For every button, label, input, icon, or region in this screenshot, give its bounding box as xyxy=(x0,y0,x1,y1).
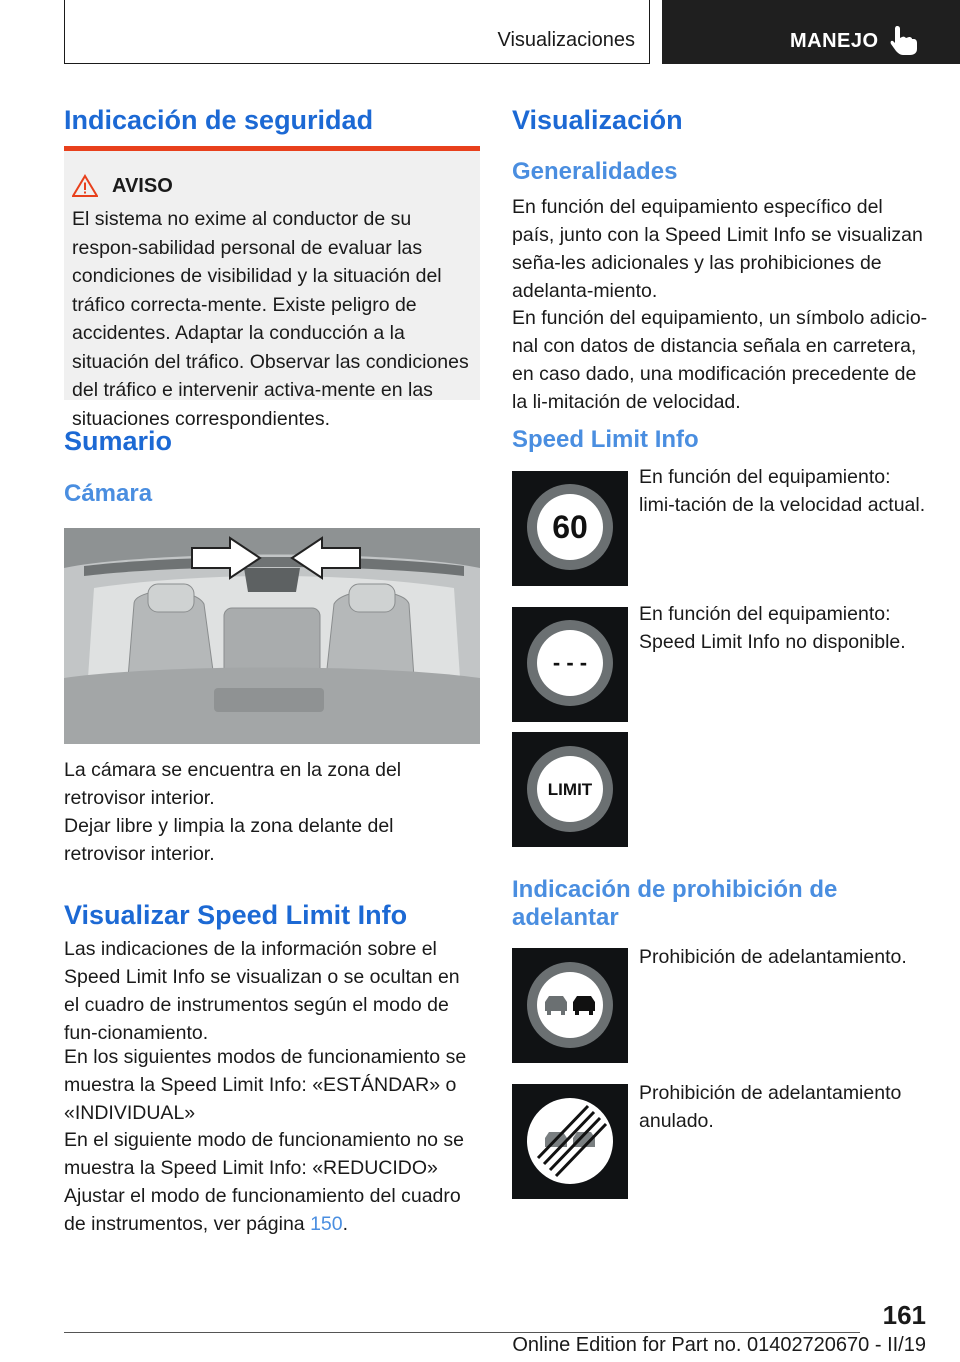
chapter-tab-label: MANEJO xyxy=(790,30,879,52)
sign-caption-2: En función del equipamiento: Speed Limit Info no disponible. xyxy=(639,603,906,653)
overtake-caption-2: Prohibición de adelantamiento anulado. xyxy=(639,1082,902,1132)
header-section-box xyxy=(64,0,650,64)
subheading-camera: Cámara xyxy=(64,480,153,507)
overtake-caption-1: Prohibición de adelantamiento. xyxy=(639,946,907,968)
footer-edition: Online Edition for Part no. 01402720670 - II/19 xyxy=(512,1334,926,1356)
speed-limit-symbol: 60 xyxy=(552,509,588,545)
general-paragraph-1: En función del equipamiento específico del país, junto con la Speed Limit Info se visualizan seña-les adicionales y las prohibiciones de adelanta-miento. xyxy=(512,196,923,302)
show-paragraph-1: Las indicaciones de la información sobre el Speed Limit Info se visualizan o se ocultan en el cuadro de instrumentos según el modo de fun-cionamiento. xyxy=(64,938,460,1044)
header-section-title: Visualizaciones xyxy=(497,29,635,51)
subheading-sli: Speed Limit Info xyxy=(512,426,699,453)
hand-pointer-icon xyxy=(890,24,918,56)
car-interior-illustration xyxy=(64,528,480,744)
show-paragraph-2: En los siguientes modos de funcionamiento se muestra la Speed Limit Info: «ESTÁNDAR» o «INDIVIDUAL» xyxy=(64,1046,467,1124)
subheading-general: Generalidades xyxy=(512,158,678,185)
camera-paragraph-2: Dejar libre y limpia la zona delante del retrovisor interior. xyxy=(64,815,394,865)
chapter-tab[interactable] xyxy=(662,0,960,64)
page-ref-link[interactable]: 150 xyxy=(310,1213,343,1235)
end-no-overtaking-sign-image xyxy=(512,1084,628,1199)
no-speed-info-symbol: - - - xyxy=(552,650,588,675)
show-paragraph-4 xyxy=(64,1182,480,1238)
heading-safety: Indicación de seguridad xyxy=(64,105,374,135)
warning-text: El sistema no exime al conductor de su respon-sabilidad personal de evaluar las condiciones de visibilidad y la situación del tráfico correcta-mente. Existe peligro de accidentes. Adaptar la conducción a la situación del tráfico. Observar las condiciones del tráfico e intervenir activa-mente en las situaciones correspondientes. xyxy=(72,208,469,430)
no-overtaking-sign-image xyxy=(512,948,628,1063)
footer-divider xyxy=(64,1332,860,1333)
warning-triangle-icon xyxy=(72,174,98,198)
camera-paragraph-1: La cámara se encuentra en la zona del retrovisor interior. xyxy=(64,759,402,809)
show-paragraph-4-text: Ajustar el modo de funcionamiento del cuadro de instrumentos, ver página xyxy=(64,1185,461,1235)
camera-location-image xyxy=(64,528,480,744)
general-paragraph-2: En función del equipamiento, un símbolo adicio-nal con datos de distancia señala en carretera, en caso dado, una modificación precedente de la li-mitación de velocidad. xyxy=(512,307,928,413)
show-paragraph-3: En el siguiente modo de funcionamiento no se muestra la Speed Limit Info: «REDUCIDO» xyxy=(64,1129,465,1179)
heading-show-sli: Visualizar Speed Limit Info xyxy=(64,900,408,930)
warning-box xyxy=(64,146,480,430)
subheading-overtake: Indicación de prohibición de adelantar xyxy=(512,876,838,931)
sign-caption-1: En función del equipamiento: limi-tación de la velocidad actual. xyxy=(639,466,926,516)
no-speed-info-sign-image xyxy=(512,607,628,722)
heading-display: Visualización xyxy=(512,105,683,135)
show-paragraph-4-end: . xyxy=(342,1213,349,1235)
heading-summary: Sumario xyxy=(64,426,173,456)
page-number: 161 xyxy=(882,1300,926,1330)
limit-sign-image xyxy=(512,732,628,847)
warning-title: AVISO xyxy=(112,174,173,197)
limit-symbol: LIMIT xyxy=(547,780,593,799)
speed-limit-sign-image xyxy=(512,471,628,586)
